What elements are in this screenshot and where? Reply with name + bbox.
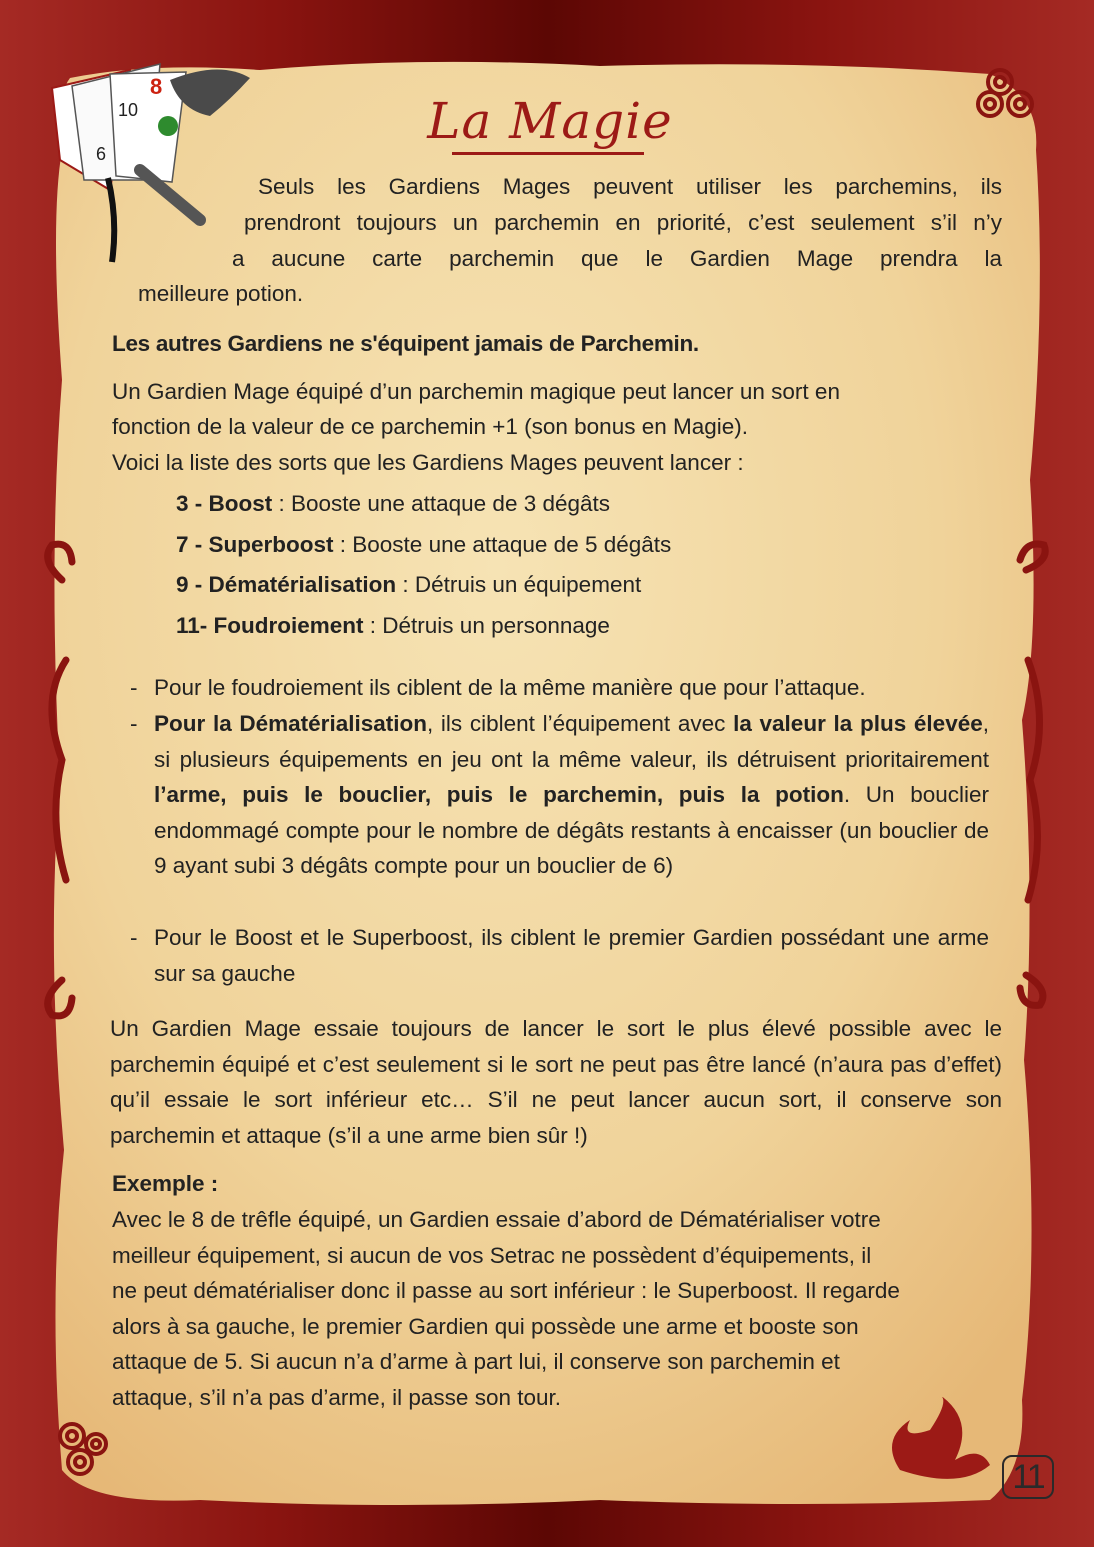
paragraph1-line-3: Voici la liste des sorts que les Gardiens Mages peuvent lancer : (112, 450, 744, 475)
spell-desc: : Booste une attaque de 5 dégâts (333, 532, 672, 557)
intro-line-2: prendront toujours un parchemin en priorité, c’est seulement s’il n’y (244, 210, 1002, 235)
bold-text: Pour la Dématérialisation (154, 711, 427, 736)
paragraph2: Un Gardien Mage essaie toujours de lancer le sort le plus élevé possible avec le parchemin équipé et c’est seulement si le sort ne peut pas être lancé (n’aura pas d’effet) qu’il essaie le sort inférieur etc… S’il ne peut lancer aucun sort, il conserve son parchemin et attaque (s’il a une arme bien sûr !) (110, 1016, 1002, 1148)
example-heading: Exemple : (112, 1171, 219, 1196)
page-title: La Magie (427, 92, 673, 150)
title-underline (452, 152, 644, 155)
spell-item (176, 527, 976, 563)
example-line-1: Avec le 8 de trêfle équipé, un Gardien essaie d’abord de Dématérialiser votre (112, 1207, 881, 1232)
note-other-guardians: Les autres Gardiens ne s'équipent jamais de Parchemin. (112, 331, 699, 356)
intro-line-1: Seuls les Gardiens Mages peuvent utiliser les parchemins, ils (258, 174, 1002, 199)
bullet-dematerialisation (154, 706, 989, 884)
spell-name: 7 - Superboost (176, 532, 334, 557)
bullet-foudroiement: Pour le foudroiement ils ciblent de la même manière que pour l’attaque. (154, 675, 866, 700)
intro-line-3: a aucune carte parchemin que le Gardien Mage prendra la (232, 246, 1002, 271)
svg-text:10: 10 (118, 100, 139, 120)
bullet-dash: - (130, 925, 138, 950)
text: , ils ciblent l’équipement avec (426, 711, 734, 736)
example-line-2: meilleur équipement, si aucun de vos Setrac ne possèdent d’équipements, il (112, 1243, 872, 1268)
spell-item (176, 486, 976, 522)
example-line-5: attaque de 5. Si aucun n’a d’arme à part lui, il conserve son parchemin et (112, 1349, 840, 1374)
spell-name: 9 - Dématérialisation (176, 572, 397, 597)
spell-desc: : Booste une attaque de 3 dégâts (272, 491, 611, 516)
text: , si plusieurs équipements en jeu ont la même valeur, ils détruisent prioritairement (154, 711, 989, 772)
paragraph1-line-2: fonction de la valeur de ce parchemin +1 (son bonus en Magie). (112, 414, 749, 439)
spell-desc: : Détruis un personnage (363, 613, 610, 638)
spell-name: 3 - Boost (176, 491, 273, 516)
bullet-dash: - (130, 675, 138, 700)
paragraph1-line-1: Un Gardien Mage équipé d’un parchemin magique peut lancer un sort en (112, 379, 840, 404)
example-line-4: alors à sa gauche, le premier Gardien qui possède une arme et booste son (112, 1314, 859, 1339)
bullet-dash: - (130, 711, 138, 736)
svg-text:6: 6 (96, 144, 107, 164)
page-number: 11 (1002, 1455, 1054, 1499)
spell-desc: : Détruis un équipement (396, 572, 642, 597)
bold-text: la valeur la plus élevée (733, 711, 983, 736)
spell-item (176, 608, 976, 644)
bullet-boost: Pour le Boost et le Superboost, ils ciblent le premier Gardien possédant une arme sur sa gauche (154, 925, 989, 986)
spell-item (176, 567, 976, 603)
text: . Un bouclier endommagé compte pour le nombre de dégâts restants à encaisser (un bouclier de 9 ayant subi 3 dégâts compte pour un bouclier de 6) (154, 782, 989, 878)
svg-text:8: 8 (150, 74, 163, 99)
bold-text: l’arme, puis le bouclier, puis le parchemin, puis la potion (154, 782, 844, 807)
example-line-6: attaque, s’il n’a pas d’arme, il passe son tour. (112, 1385, 562, 1410)
intro-line-4: meilleure potion. (138, 281, 304, 306)
example-line-3: ne peut dématérialiser donc il passe au sort inférieur : le Superboost. Il regarde (112, 1278, 900, 1303)
spell-name: 11- Foudroiement (176, 613, 364, 638)
